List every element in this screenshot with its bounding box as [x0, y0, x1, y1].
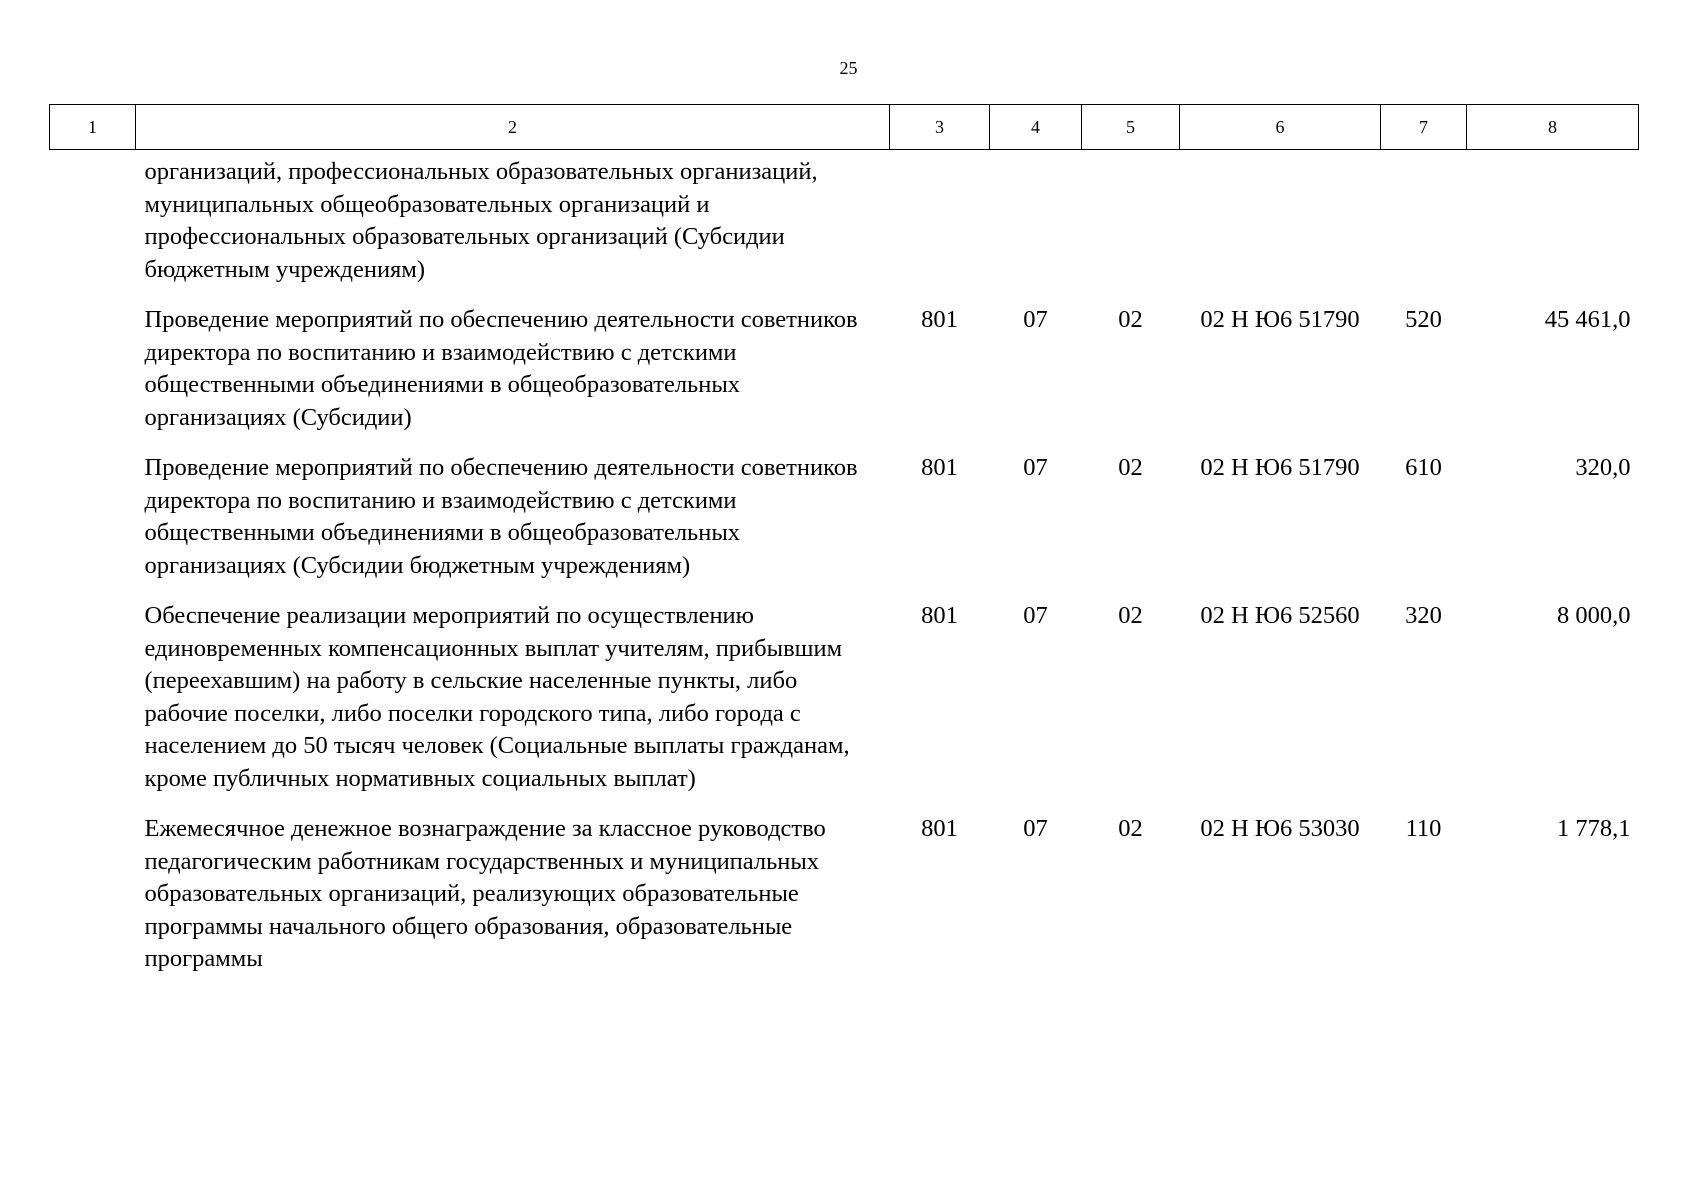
row-ministry-code: 801 [921, 306, 958, 333]
header-col-5: 5 [1082, 105, 1180, 150]
table-row-continuation [50, 150, 1639, 303]
row-subsection-code: 02 [1118, 454, 1143, 481]
row-target-article: 02 Н Ю6 52560 [1200, 602, 1360, 629]
row-target-article: 02 Н Ю6 53030 [1200, 815, 1360, 842]
row-amount: 1 778,1 [1557, 815, 1631, 842]
table-row [50, 450, 1639, 598]
row-amount: 45 461,0 [1544, 306, 1631, 333]
header-col-4: 4 [990, 105, 1082, 150]
row-subsection-code: 02 [1118, 815, 1143, 842]
header-row [50, 105, 1639, 150]
row-ministry-code: 801 [921, 454, 958, 481]
row-subsection-code: 02 [1118, 306, 1143, 333]
header-col-8: 8 [1467, 105, 1639, 150]
row-expense-type: 610 [1405, 454, 1442, 481]
row-description: Проведение мероприятий по обеспечению деятельности советников директора по воспитанию и взаимодействию с детскими общественными объединениями в общеобразовательных организациях (Субсидии бюджетным учреждениям) [144, 454, 858, 579]
header-col-1: 1 [50, 105, 136, 150]
header-col-2: 2 [136, 105, 890, 150]
row-description: Обеспечение реализации мероприятий по осуществлению единовременных компенсационных выплат учителям, прибывшим (переехавшим) на работу в сельские населенные пункты, либо рабочие поселки, либо поселки городского типа, либо города с населением до 50 тысяч человек (Социальные выплаты гражданам, кроме публичных нормативных социальных выплат) [144, 602, 850, 792]
header-col-6: 6 [1180, 105, 1381, 150]
row-description: Ежемесячное денежное вознаграждение за классное руководство педагогическим работникам государственных и муниципальных образовательных организаций, реализующих образовательные программы начального общего образования, образовательные программы [144, 815, 826, 972]
row-section-code: 07 [1023, 815, 1048, 842]
row-subsection-code: 02 [1118, 602, 1143, 629]
row-amount: 8 000,0 [1557, 602, 1631, 629]
header-col-3: 3 [890, 105, 990, 150]
table-row [50, 811, 1639, 992]
row-expense-type: 320 [1405, 602, 1442, 629]
row-target-article: 02 Н Ю6 51790 [1200, 454, 1360, 481]
budget-table [49, 104, 1639, 992]
row-description: Проведение мероприятий по обеспечению деятельности советников директора по воспитанию и взаимодействию с детскими общественными объединениями в общеобразовательных организациях (Субсидии) [144, 306, 858, 431]
row-target-article: 02 Н Ю6 51790 [1200, 306, 1360, 333]
row-section-code: 07 [1023, 306, 1048, 333]
row-amount: 320,0 [1575, 454, 1631, 481]
row-description: организаций, профессиональных образовательных организаций, муниципальных общеобразовательных организаций и профессиональных образовательных организаций (Субсидии бюджетным учреждениям) [144, 158, 818, 283]
table-row [50, 598, 1639, 811]
row-expense-type: 110 [1405, 815, 1442, 842]
row-ministry-code: 801 [921, 815, 958, 842]
row-expense-type: 520 [1405, 306, 1442, 333]
row-section-code: 07 [1023, 602, 1048, 629]
header-col-7: 7 [1381, 105, 1467, 150]
row-section-code: 07 [1023, 454, 1048, 481]
page-number: 25 [839, 58, 858, 78]
table-row [50, 302, 1639, 450]
row-ministry-code: 801 [921, 602, 958, 629]
